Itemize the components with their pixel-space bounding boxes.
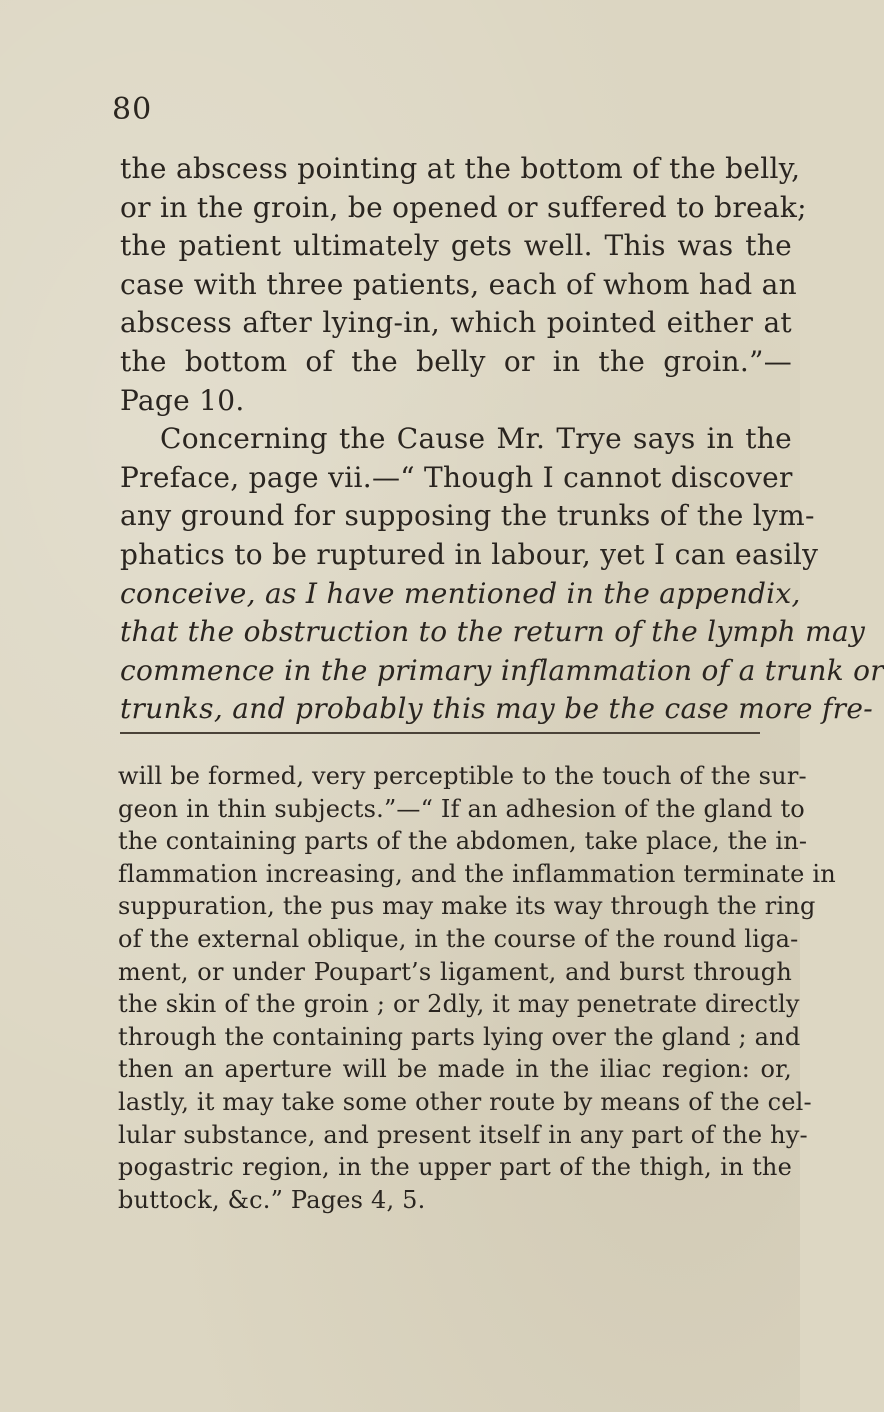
main-text: [120, 150, 884, 729]
text-line: the abscess pointing at the bottom of the belly,: [120, 152, 801, 185]
text-line: case with three patients, each of whom had an: [120, 267, 797, 301]
footnote-line: the containing parts of the abdomen, take place, the in-: [118, 827, 808, 856]
text-line: the patient ultimately gets well. This was the: [120, 229, 792, 263]
footnote-line: suppuration, the pus may make its way through the ring: [118, 892, 816, 921]
text-line: that the obstruction to the return of the lymph may: [120, 615, 866, 649]
footnote-line: of the external oblique, in the course of the round liga-: [118, 924, 799, 953]
footnote-line: lular substance, and present itself in any part of the hy-: [118, 1120, 808, 1149]
footnote-line: buttock, &c.” Pages 4, 5.: [118, 1185, 426, 1214]
footnote-text: [118, 760, 836, 1216]
text-line: abscess after lying-in, which pointed either at: [120, 306, 792, 340]
text-line: any ground for supposing the trunks of the lym-: [120, 499, 815, 533]
footnote-line: ment, or under Poupart’s ligament, and burst through: [118, 957, 792, 986]
text-line: conceive, as I have mentioned in the appendix,: [120, 576, 801, 610]
text-line: phatics to be ruptured in labour, yet I can easily: [120, 537, 819, 571]
footnote-line: then an aperture will be made in the iliac region: or,: [118, 1055, 792, 1084]
footnote-line: the skin of the groin ; or 2dly, it may penetrate directly: [118, 990, 800, 1019]
text-line: or in the groin, be opened or suffered to break;: [120, 190, 807, 224]
text-line: Concerning the Cause Mr. Trye says in the: [160, 422, 792, 456]
text-line: trunks, and probably this may be the case more fre-: [120, 692, 873, 726]
page-number: 80: [112, 92, 153, 127]
text-line: Preface, page vii.—“ Though I cannot discover: [120, 460, 793, 494]
footnote-line: geon in thin subjects.”—“ If an adhesion of the gland to: [118, 794, 805, 823]
footnote-line: will be formed, very perceptible to the touch of the sur-: [118, 762, 807, 790]
text-line: the bottom of the belly or in the groin.”—: [120, 344, 792, 378]
text-line: commence in the primary inflammation of a trunk or: [120, 653, 884, 687]
footnote-line: lastly, it may take some other route by means of the cel-: [118, 1087, 812, 1116]
footnote-line: pogastric region, in the upper part of the thigh, in the: [118, 1153, 792, 1182]
footnote-line: through the containing parts lying over the gland ; and: [118, 1022, 801, 1051]
text-line: Page 10.: [120, 383, 245, 417]
footnote-line: flammation increasing, and the inflammation terminate in: [118, 859, 836, 888]
footnote-divider: [120, 732, 760, 734]
